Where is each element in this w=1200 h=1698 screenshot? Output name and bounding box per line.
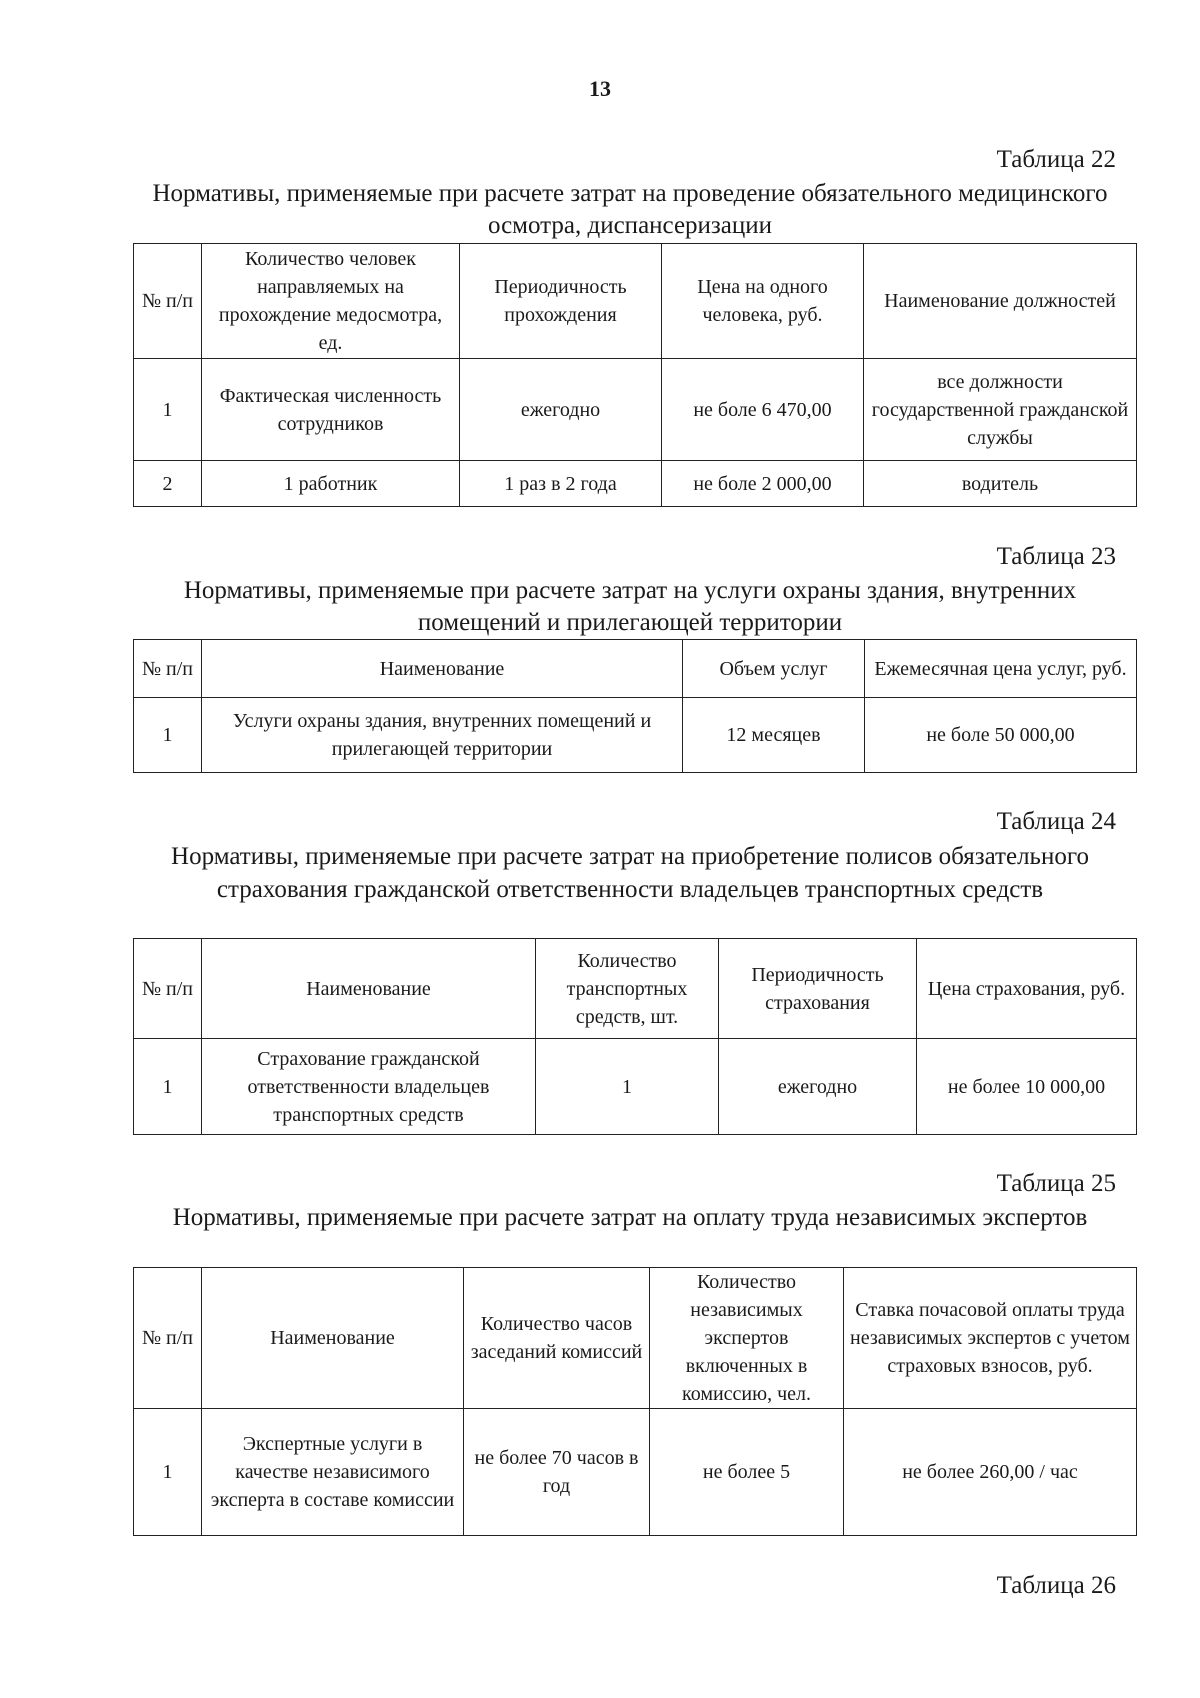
table-cell: 1 xyxy=(536,1039,719,1135)
table-24 xyxy=(133,938,1137,1135)
table-cell: не более 5 xyxy=(650,1409,844,1536)
table-cell: не боле 6 470,00 xyxy=(662,359,864,461)
table-cell: 1 xyxy=(134,359,202,461)
table-row xyxy=(134,1409,1137,1536)
table-cell: не более 10 000,00 xyxy=(917,1039,1137,1135)
table-header-row xyxy=(134,244,1137,359)
header-cell: Количество независимых экспертов включенных в комиссию, чел. xyxy=(650,1268,844,1409)
table-cell: Экспертные услуги в качестве независимого эксперта в составе комиссии xyxy=(202,1409,464,1536)
header-cell: № п/п xyxy=(134,939,202,1039)
page-number: 13 xyxy=(589,76,611,101)
header-cell: Цена страхования, руб. xyxy=(917,939,1137,1039)
table-cell: 1 работник xyxy=(202,461,460,507)
header-cell: Количество часов заседаний комиссий xyxy=(464,1268,650,1409)
table-cell: 1 раз в 2 года xyxy=(460,461,662,507)
header-cell: Количество человек направляемых на прохождение медосмотра, ед. xyxy=(202,244,460,359)
table-23 xyxy=(133,639,1137,773)
table-row xyxy=(134,698,1137,773)
table-header-row xyxy=(134,939,1137,1039)
table-26-caption: Таблица 26 xyxy=(996,1572,1116,1599)
table-cell: все должности государственной гражданской службы xyxy=(864,359,1137,461)
table-cell: 1 xyxy=(134,698,202,773)
header-cell: № п/п xyxy=(134,640,202,698)
header-cell: Ежемесячная цена услуг, руб. xyxy=(865,640,1137,698)
header-cell: Количество транспортных средств, шт. xyxy=(536,939,719,1039)
table-row xyxy=(134,1039,1137,1135)
table-24-caption: Таблица 24 xyxy=(996,808,1116,835)
table-25-caption: Таблица 25 xyxy=(996,1170,1116,1197)
table-25-title: Нормативы, применяемые при расчете затрат на оплату труда независимых экспертов xyxy=(172,1204,1088,1231)
header-cell: Периодичность прохождения xyxy=(460,244,662,359)
header-cell: Объем услуг xyxy=(683,640,865,698)
table-24-title: Нормативы, применяемые при расчете затрат на приобретение полисов обязательного страхования гражданской ответственности владельцев транспортных средств xyxy=(171,843,1089,903)
table-22-caption: Таблица 22 xyxy=(996,146,1116,173)
table-header-row xyxy=(134,640,1137,698)
header-cell: Наименование xyxy=(202,939,536,1039)
table-cell: ежегодно xyxy=(719,1039,917,1135)
table-cell: Страхование гражданской ответственности владельцев транспортных средств xyxy=(202,1039,536,1135)
table-23-caption: Таблица 23 xyxy=(996,543,1116,570)
table-cell: Услуги охраны здания, внутренних помещений и прилегающей территории xyxy=(202,698,683,773)
table-cell: не более 70 часов в год xyxy=(464,1409,650,1536)
header-cell: № п/п xyxy=(134,1268,202,1409)
table-row xyxy=(134,359,1137,461)
table-row xyxy=(134,461,1137,507)
header-cell: Периодичность страхования xyxy=(719,939,917,1039)
header-cell: № п/п xyxy=(134,244,202,359)
table-header-row xyxy=(134,1268,1137,1409)
table-cell: Фактическая численность сотрудников xyxy=(202,359,460,461)
header-cell: Наименование должностей xyxy=(864,244,1137,359)
table-cell: ежегодно xyxy=(460,359,662,461)
table-cell: не боле 2 000,00 xyxy=(662,461,864,507)
table-cell: водитель xyxy=(864,461,1137,507)
table-22-title: Нормативы, применяемые при расчете затрат на проведение обязательного медицинского осмотра, диспансеризации xyxy=(152,180,1108,239)
header-cell: Наименование xyxy=(202,1268,464,1409)
header-cell: Наименование xyxy=(202,640,683,698)
table-cell: 1 xyxy=(134,1039,202,1135)
table-cell: 12 месяцев xyxy=(683,698,865,773)
table-cell: 1 xyxy=(134,1409,202,1536)
table-cell: 2 xyxy=(134,461,202,507)
table-25 xyxy=(133,1267,1137,1536)
table-cell: не более 260,00 / час xyxy=(844,1409,1137,1536)
table-23-title: Нормативы, применяемые при расчете затрат на услуги охраны здания, внутренних помещений и прилегающей территории xyxy=(183,577,1077,636)
header-cell: Ставка почасовой оплаты труда независимых экспертов с учетом страховых взносов, руб. xyxy=(844,1268,1137,1409)
table-cell: не боле 50 000,00 xyxy=(865,698,1137,773)
table-22 xyxy=(133,243,1137,507)
header-cell: Цена на одного человека, руб. xyxy=(662,244,864,359)
